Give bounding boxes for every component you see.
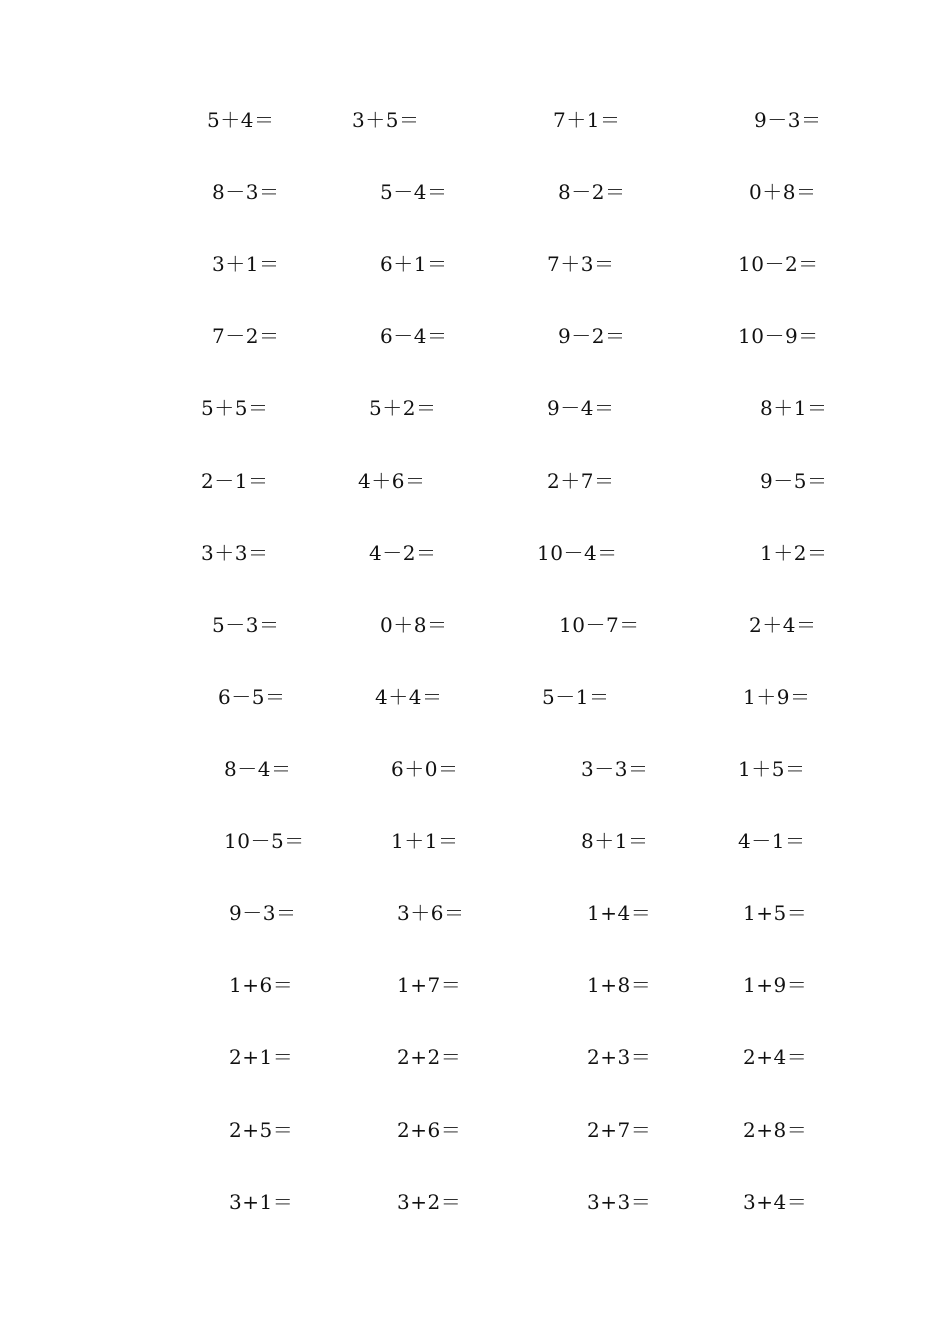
problem: 3+1＝ bbox=[229, 1190, 294, 1214]
problem: 2＋7＝ bbox=[547, 469, 615, 493]
problem: 6＋1＝ bbox=[380, 252, 448, 276]
problem: 10－2＝ bbox=[738, 252, 819, 276]
problem: 7＋3＝ bbox=[547, 252, 615, 276]
problem: 2－1＝ bbox=[201, 469, 269, 493]
problem: 8－4＝ bbox=[224, 757, 292, 781]
problem: 3+3＝ bbox=[587, 1190, 652, 1214]
problem: 10－5＝ bbox=[224, 829, 305, 853]
problem: 1+8＝ bbox=[587, 973, 652, 997]
problem: 5＋2＝ bbox=[369, 396, 437, 420]
problem: 1＋9＝ bbox=[743, 685, 811, 709]
problem: 2＋4＝ bbox=[749, 613, 817, 637]
problem: 5＋5＝ bbox=[201, 396, 269, 420]
problem: 4－2＝ bbox=[369, 541, 437, 565]
problem: 1+9＝ bbox=[743, 973, 808, 997]
problem: 3＋1＝ bbox=[212, 252, 280, 276]
problem: 3＋5＝ bbox=[352, 108, 420, 132]
problem: 2+2＝ bbox=[397, 1045, 462, 1069]
problem: 8－2＝ bbox=[558, 180, 626, 204]
problem: 3＋3＝ bbox=[201, 541, 269, 565]
problem: 5－3＝ bbox=[212, 613, 280, 637]
problem: 4＋4＝ bbox=[375, 685, 443, 709]
problem: 2+1＝ bbox=[229, 1045, 294, 1069]
problem: 10－9＝ bbox=[738, 324, 819, 348]
problem: 8－3＝ bbox=[212, 180, 280, 204]
problem: 5－4＝ bbox=[380, 180, 448, 204]
problem: 10－7＝ bbox=[559, 613, 640, 637]
problem: 9－4＝ bbox=[547, 396, 615, 420]
problem: 0＋8＝ bbox=[380, 613, 448, 637]
problem: 2+4＝ bbox=[743, 1045, 808, 1069]
problem: 3+2＝ bbox=[397, 1190, 462, 1214]
problem: 2+7＝ bbox=[587, 1118, 652, 1142]
problem: 3＋6＝ bbox=[397, 901, 465, 925]
problem: 8＋1＝ bbox=[581, 829, 649, 853]
problem: 1+4＝ bbox=[587, 901, 652, 925]
problem: 8＋1＝ bbox=[760, 396, 828, 420]
problem: 9－3＝ bbox=[754, 108, 822, 132]
problem: 5－1＝ bbox=[542, 685, 610, 709]
problem: 4＋6＝ bbox=[358, 469, 426, 493]
problem: 1＋1＝ bbox=[391, 829, 459, 853]
problem: 1＋2＝ bbox=[760, 541, 828, 565]
problem: 3－3＝ bbox=[581, 757, 649, 781]
problem: 2+5＝ bbox=[229, 1118, 294, 1142]
problem: 9－2＝ bbox=[558, 324, 626, 348]
problem: 1+5＝ bbox=[743, 901, 808, 925]
problem: 9－5＝ bbox=[760, 469, 828, 493]
problem: 6＋0＝ bbox=[391, 757, 459, 781]
problem: 1+6＝ bbox=[229, 973, 294, 997]
problem: 3+4＝ bbox=[743, 1190, 808, 1214]
problem: 1＋5＝ bbox=[738, 757, 806, 781]
problem: 2+8＝ bbox=[743, 1118, 808, 1142]
problem: 6－5＝ bbox=[218, 685, 286, 709]
problem: 4－1＝ bbox=[738, 829, 806, 853]
problem: 5＋4＝ bbox=[207, 108, 275, 132]
problem: 7＋1＝ bbox=[553, 108, 621, 132]
problem: 1+7＝ bbox=[397, 973, 462, 997]
problem: 9－3＝ bbox=[229, 901, 297, 925]
problem: 10－4＝ bbox=[537, 541, 618, 565]
problem: 7－2＝ bbox=[212, 324, 280, 348]
problem: 6－4＝ bbox=[380, 324, 448, 348]
problem: 0＋8＝ bbox=[749, 180, 817, 204]
problem: 2+3＝ bbox=[587, 1045, 652, 1069]
problem: 2+6＝ bbox=[397, 1118, 462, 1142]
